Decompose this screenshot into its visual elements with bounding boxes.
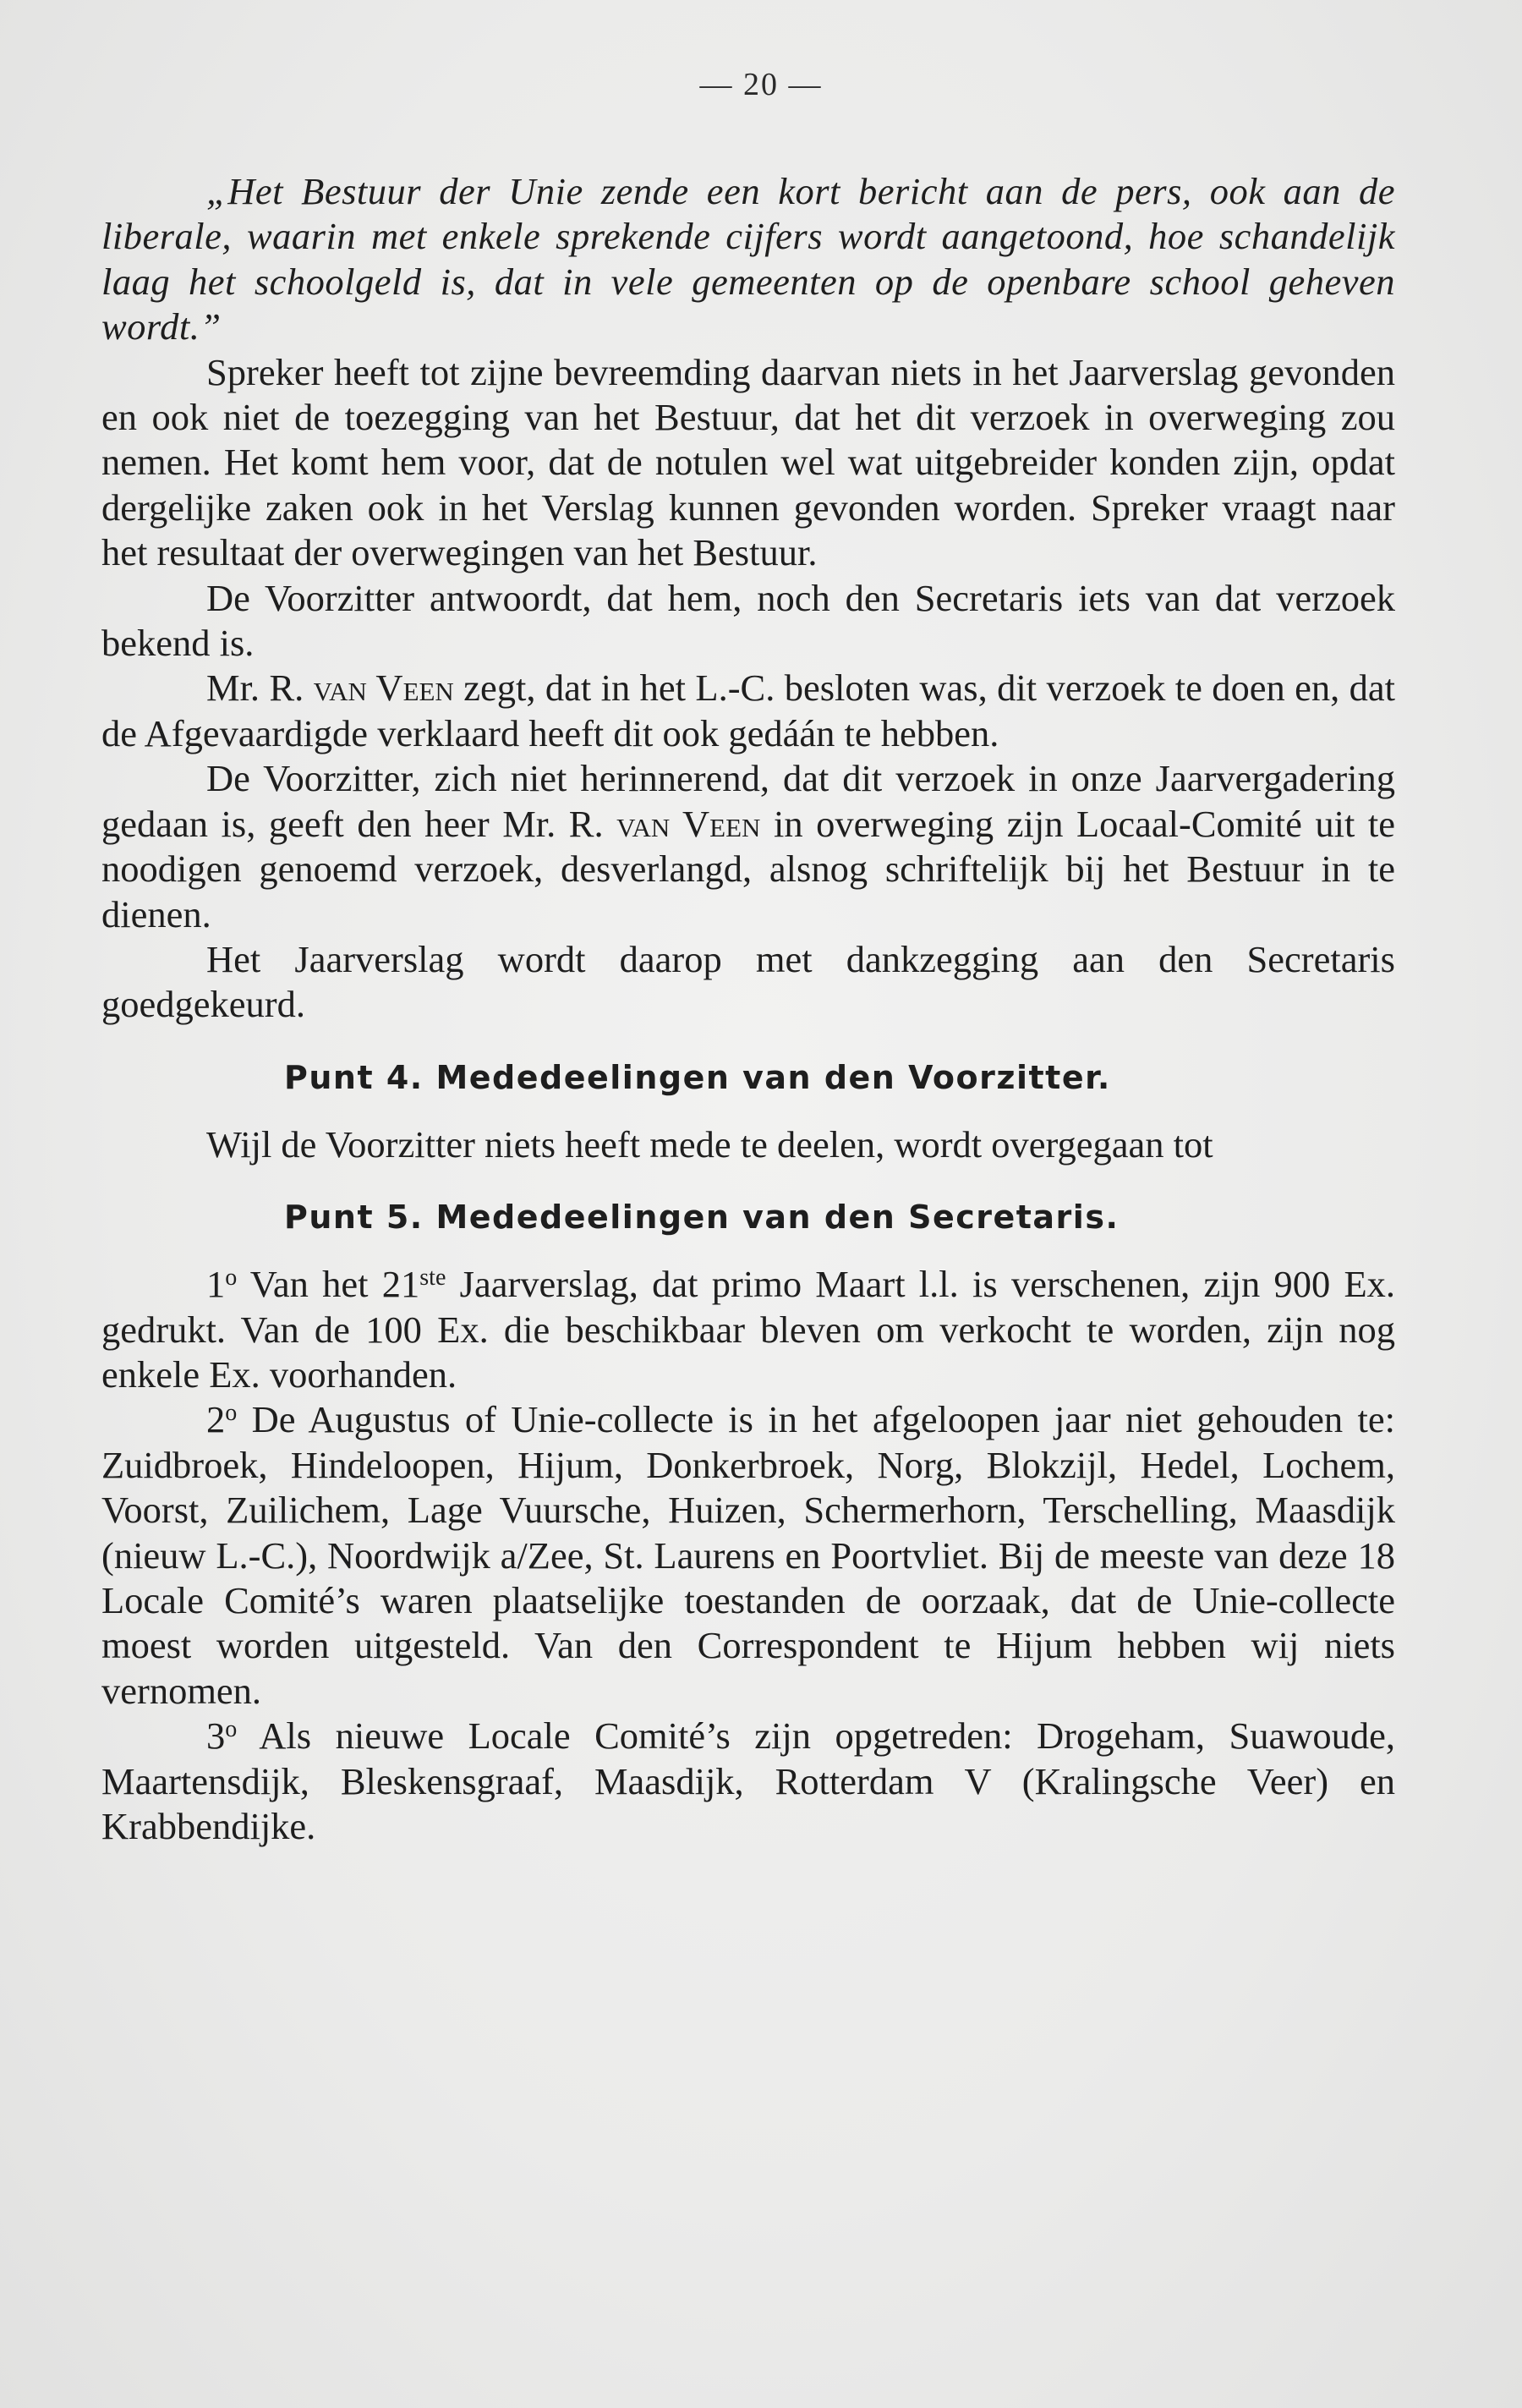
heading-punt-4: Punt 4. Mededeelingen van den Voorzitter. — [284, 1058, 1111, 1096]
paragraph-punt-4: Wijl de Voorzitter niets heeft mede te deelen, wordt overgegaan tot — [206, 1122, 1213, 1166]
van-veen-text: zegt, dat in het L.-C. besloten was, dit verzoek te doen en, dat de Afgevaardigde verklaard heeft dit ook gedáán te hebben. — [101, 666, 1396, 754]
van-veen-prefix: Mr. R. — [206, 666, 304, 710]
ordinal-marker: o — [225, 1264, 238, 1292]
list-item-3 — [101, 1714, 1395, 1849]
item-number: 3 — [206, 1714, 226, 1758]
speaker-name: van Veen — [313, 666, 454, 710]
ordinal-marker: o — [225, 1716, 238, 1743]
page-number: — 20 — — [699, 67, 823, 102]
voorzitter-text-rest: in overweging zijn Locaal-Comité uit te noodigen genoemd verzoek, desverlangd, alsnog schriftelijk bij het Bestuur in te dienen. — [101, 802, 1396, 935]
paragraph-spreker: Spreker heeft tot zijne bevreemding daarvan niets in het Jaarverslag gevonden en ook niet de toezegging van het Bestuur, dat het dit verzoek in overweging zou nemen. Het komt hem voor, dat de notulen wel wat uitgebreider konden zijn, opdat dergelijke zaken ook in het Verslag kunnen gevonden worden. Spreker vraagt naar het resultaat der overwegingen van het Bestuur. — [101, 350, 1395, 574]
list-item-2 — [101, 1397, 1395, 1714]
voorzitter-text-start: De Voorzitter, zich niet herinnerend, dat dit verzoek in onze Jaarvergadering gedaan is, geeft den heer Mr. R. — [101, 757, 1395, 845]
ordinal-marker: o — [225, 1400, 238, 1427]
paragraph-voorzitter-antwoordt: De Voorzitter antwoordt, dat hem, noch den Secretaris iets van dat verzoek bekend is. — [101, 576, 1395, 665]
item-1-text: Jaarverslag, dat primo Maart l.l. is verschenen, zijn 900 Ex. gedrukt. Van de 100 Ex. die beschikbaar bleven om verkocht te worden, zijn nog enkele Ex. voorhanden. — [101, 1263, 1396, 1396]
item-2-text: De Augustus of Unie-collecte is in het afgeloopen jaar niet gehouden te: Zuidbroek, Hindeloopen, Hijum, Donkerbroek, Norg, Blokzijl, Hedel, Lochem, Voorst, Zuilichem, Lage Vuursche, Huizen, Schermerhorn, Terschelling, Maasdijk (nieuw L.-C.), Noordwijk a/Zee, St. Laurens en Poortvliet. Bij de meeste van deze 18 Locale Comité’s waren plaatselijke toestanden de oorzaak, dat de Unie-collecte moest worden uitgesteld. Van den Correspondent te Hijum hebben wij niets vernomen. — [101, 1398, 1396, 1712]
ordinal-suffix: ste — [419, 1264, 446, 1292]
quoted-request: „Het Bestuur der Unie zende een kort bericht aan de pers, ook aan de liberale, waarin met enkele sprekende cijfers wordt aangetoond, hoe schandelijk laag het schoolgeld is, dat in vele gemeenten op de openbare school geheven wordt.” — [101, 170, 1395, 348]
body-text — [101, 169, 1395, 1849]
paragraph-van-veen — [101, 666, 1395, 756]
paragraph-jaarverslag-goedgekeurd: Het Jaarverslag wordt daarop met dankzegging aan den Secretaris goedgekeurd. — [101, 937, 1395, 1026]
heading-punt-5: Punt 5. Mededeelingen van den Secretaris. — [284, 1199, 1120, 1237]
speaker-name: van Veen — [616, 802, 761, 845]
list-item-1 — [101, 1262, 1395, 1397]
item-number: 1 — [206, 1263, 226, 1306]
paragraph-voorzitter-herinnerend — [101, 756, 1395, 937]
item-1-text-start: Van het 21 — [249, 1263, 420, 1306]
item-3-text: Als nieuwe Locale Comité’s zijn opgetreden: Drogeham, Suawoude, Maartensdijk, Bleskensgraaf, Maasdijk, Rotterdam V (Kralingsche Veer) en Krabbendijke. — [101, 1714, 1395, 1847]
item-number: 2 — [206, 1398, 226, 1441]
